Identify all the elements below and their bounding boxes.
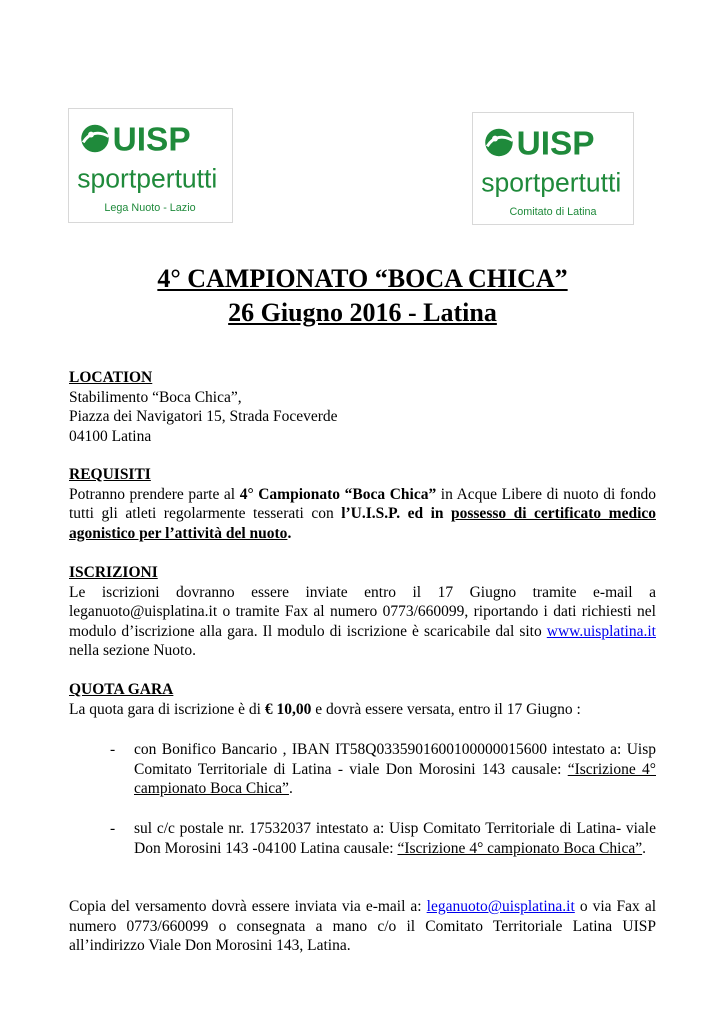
iscrizioni-heading: ISCRIZIONI: [69, 564, 158, 581]
logo-brand: UISP: [112, 121, 191, 159]
logo-subtitle: Lega Nuoto - Lazio: [104, 202, 196, 215]
logo-tagline: sportpertutti: [77, 163, 218, 194]
payment-item-postale: [110, 819, 656, 858]
uisp-lega-nuoto-logo: [68, 108, 233, 223]
iscrizioni-section: [69, 563, 656, 661]
logo-brand: UISP: [516, 125, 595, 163]
text-span: sul c/c postale nr. 17532037 intestato a: Uisp Comitato Territoriale di Latina- viale Don Morosini 143 -04100 Latina causale:: [134, 820, 656, 857]
text-span: La quota gara di iscrizione è di: [69, 700, 265, 718]
fee-amount: € 10,00: [264, 700, 312, 718]
location-line: 04100 Latina: [69, 427, 152, 445]
quota-section: [69, 680, 656, 719]
quota-heading: QUOTA GARA: [69, 681, 174, 698]
championship-name: 4° Campionato “Boca Chica”: [239, 485, 437, 503]
location-heading: LOCATION: [69, 369, 153, 386]
quota-paragraph: [69, 700, 656, 720]
location-line: Stabilimento “Boca Chica”,: [69, 388, 242, 406]
requisiti-paragraph: [69, 485, 656, 544]
list-dash: -: [110, 741, 116, 758]
requisiti-section: [69, 465, 656, 543]
location-line: Piazza dei Navigatori 15, Strada Foceverde: [69, 408, 338, 425]
text-span: e dovrà essere versata, entro il 17 Giugno :: [311, 700, 581, 718]
text-span: .: [287, 524, 292, 542]
payment-causale: “Iscrizione 4° campionato Boca Chica”: [397, 839, 643, 857]
text-span: con Bonifico Bancario , IBAN IT58Q0335901600100000015600 intestato a: Uisp Comitato Territoriale di Latina - viale Don Morosini 143 causale:: [134, 741, 656, 778]
text-span: .: [642, 839, 646, 857]
swimmer-icon: [485, 129, 513, 157]
logo-subtitle: Comitato di Latina: [509, 206, 597, 219]
uisp-comitato-latina-logo: [472, 112, 634, 225]
copia-paragraph: [69, 897, 656, 956]
website-link[interactable]: www.uisplatina.it: [546, 622, 656, 640]
text-span: Copia del versamento dovrà essere inviata via e-mail a:: [69, 898, 427, 915]
text-span: o via Fax al numero 0773/660099 o consegnata a mano c/o il Comitato Territoriale Latina UISP all’indirizzo Viale Don Morosini 143, Latina.: [69, 898, 657, 954]
document-date-location: 26 Giugno 2016 - Latina: [228, 298, 497, 327]
document-title: 4° CAMPIONATO “BOCA CHICA”: [157, 264, 568, 293]
iscrizioni-paragraph: [69, 583, 656, 661]
text-span: l’U.I.S.P. ed in: [341, 505, 451, 522]
list-dash: -: [110, 820, 116, 837]
text-span: Potranno prendere parte al: [69, 485, 240, 503]
payment-item-bonifico: [110, 740, 656, 799]
location-section: [69, 368, 656, 446]
copia-section: [69, 897, 656, 956]
email-link[interactable]: leganuoto@uisplatina.it: [426, 898, 575, 915]
text-span: nella sezione Nuoto.: [69, 642, 196, 659]
text-span: .: [288, 780, 293, 797]
payment-causale: “Iscrizione 4° campionato Boca Chica”: [134, 760, 656, 797]
text-span: in Acque Libere di nuoto di fondo tutti gli atleti regolarmente tesserati con: [69, 485, 657, 522]
requisiti-heading: REQUISITI: [69, 466, 151, 483]
swimmer-icon: [81, 125, 109, 153]
text-span: Le iscrizioni dovranno essere inviate entro il 17 Giugno tramite e-mail a leganuoto@uisplatina.it o tramite Fax al numero 0773/660099, riportando i dati richiesti nel modulo d’iscrizione alla gara. Il modulo di iscrizione è scaricabile dal sito: [69, 583, 656, 640]
logo-tagline: sportpertutti: [481, 167, 622, 198]
certificate-requirement: possesso di certificato medico agonistico per l’attività del nuoto: [69, 505, 656, 542]
